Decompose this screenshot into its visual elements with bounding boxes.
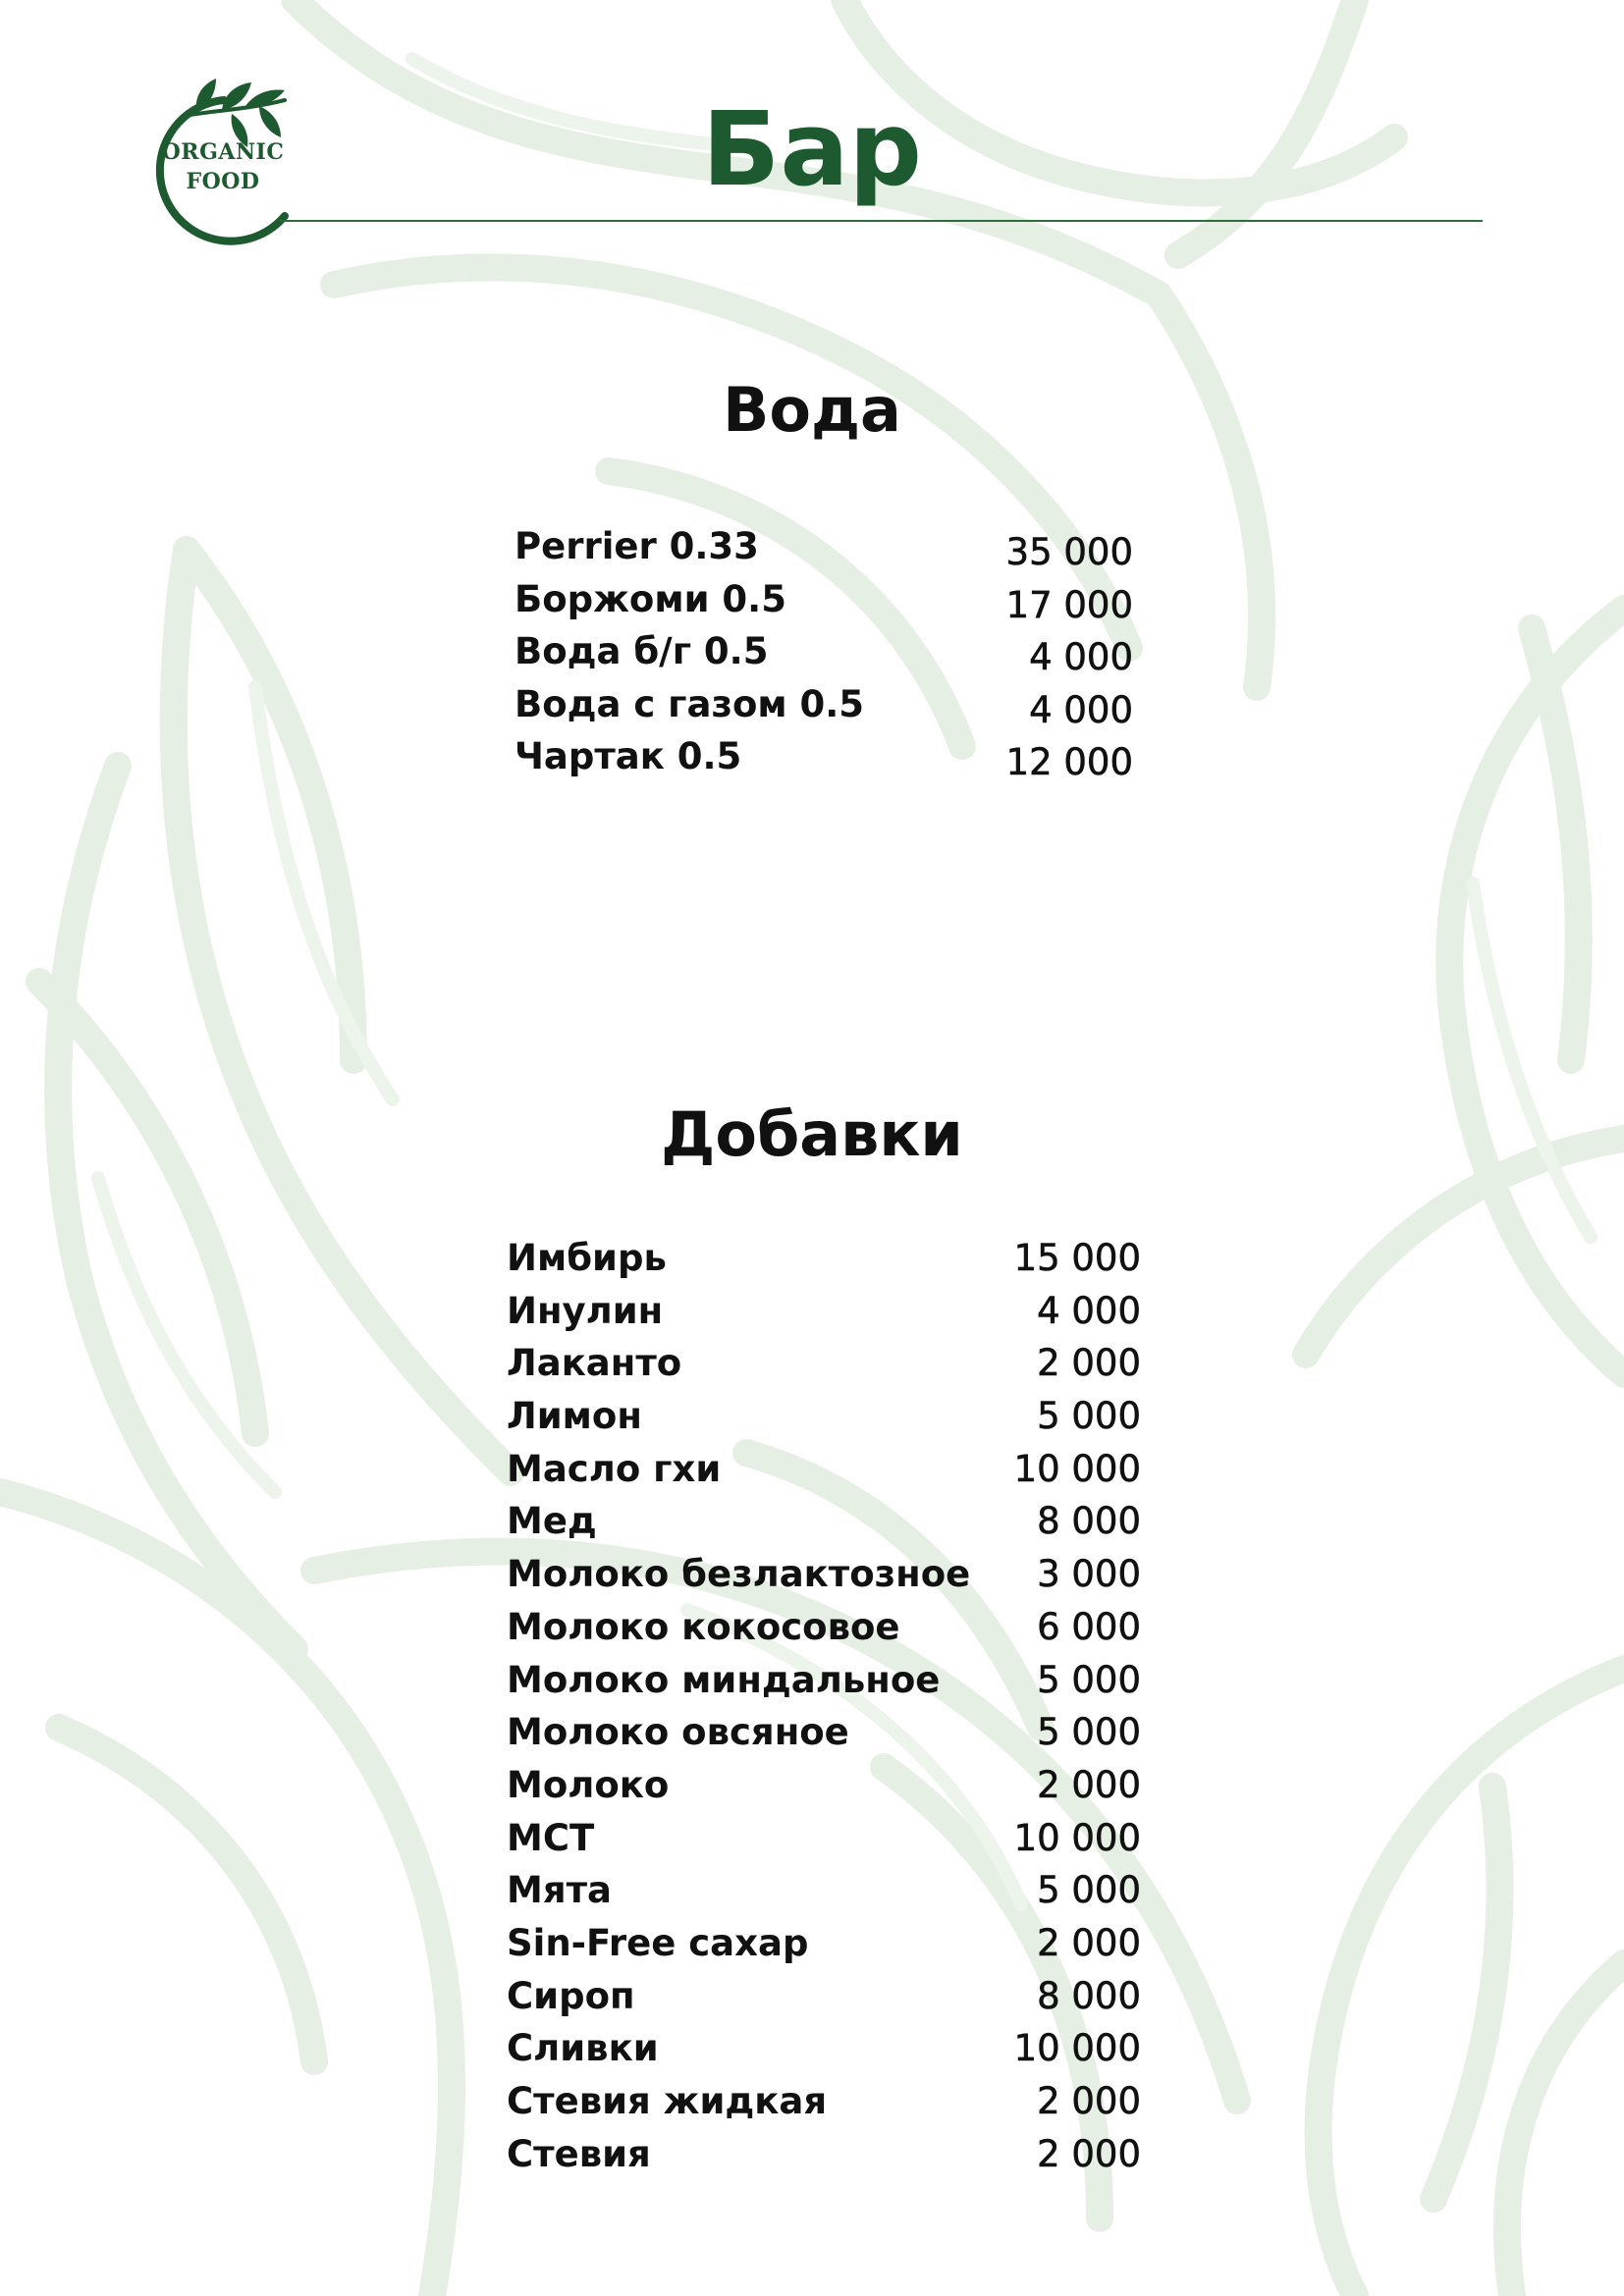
item-name: Лаканто	[507, 1342, 682, 1385]
item-price: 2 000	[1037, 2080, 1141, 2122]
item-name: Инулин	[507, 1289, 664, 1332]
item-price: 2 000	[1037, 1921, 1141, 1964]
menu-item	[507, 1601, 1141, 1654]
item-name: Мед	[507, 1500, 597, 1543]
item-name: Perrier 0.33	[514, 525, 759, 567]
item-name: Молоко кокосовое	[507, 1605, 900, 1648]
item-price: 2 000	[1037, 2132, 1141, 2175]
item-price: 4 000	[1037, 1289, 1141, 1332]
item-price: 5 000	[1037, 1869, 1141, 1912]
menu-item	[507, 1970, 1141, 2023]
header-divider	[280, 220, 1483, 222]
menu-item	[514, 730, 1133, 783]
item-price: 6 000	[1037, 1605, 1141, 1648]
item-name: Чартак 0.5	[514, 735, 742, 777]
item-price: 3 000	[1037, 1553, 1141, 1596]
menu-item	[507, 1337, 1141, 1390]
menu-item	[507, 1812, 1141, 1865]
item-name: Сироп	[507, 1974, 635, 2017]
menu-item	[507, 2128, 1141, 2181]
menu-item	[507, 1232, 1141, 1285]
item-price: 4 000	[1029, 688, 1133, 731]
item-name: Sin-Free сахар	[507, 1921, 809, 1964]
item-price: 15 000	[1013, 1237, 1141, 1279]
item-price: 2 000	[1037, 1763, 1141, 1806]
item-name: Лимон	[507, 1395, 642, 1438]
menu-item	[514, 573, 1133, 626]
item-name: Молоко миндальное	[507, 1658, 941, 1701]
logo-text-organic: ORGANIC	[161, 139, 285, 165]
menu-item	[507, 2075, 1141, 2128]
item-name: Молоко	[507, 1763, 670, 1806]
item-name: Стевия жидкая	[507, 2080, 828, 2122]
menu-item	[507, 1917, 1141, 1970]
item-name: Боржоми 0.5	[514, 577, 786, 620]
menu-item	[507, 1495, 1141, 1548]
item-price: 17 000	[1005, 583, 1133, 626]
menu-item	[514, 678, 1133, 731]
item-price: 5 000	[1037, 1658, 1141, 1701]
item-name: Масло гхи	[507, 1447, 722, 1490]
page-title: Бар	[702, 89, 922, 209]
item-name: Молоко овсяное	[507, 1711, 849, 1754]
item-price: 8 000	[1037, 1500, 1141, 1543]
menu-item	[507, 1285, 1141, 1338]
menu-item	[507, 1864, 1141, 1917]
item-name: Вода с газом 0.5	[514, 682, 865, 725]
item-price: 5 000	[1037, 1711, 1141, 1754]
item-name: Вода б/г 0.5	[514, 630, 769, 672]
item-name: Молоко безлактозное	[507, 1553, 971, 1596]
menu-item	[507, 1759, 1141, 1812]
item-price: 10 000	[1013, 2027, 1141, 2070]
logo-text-food: FOOD	[186, 169, 260, 194]
menu-item	[507, 2022, 1141, 2075]
item-price: 10 000	[1013, 1816, 1141, 1859]
menu-item	[507, 1443, 1141, 1496]
menu-item	[507, 1548, 1141, 1601]
item-name: Стевия	[507, 2132, 651, 2175]
menu-item	[514, 625, 1133, 678]
menu-item	[514, 520, 1133, 573]
water-menu-list	[514, 520, 1133, 783]
section-title-additives: Добавки	[661, 1098, 963, 1170]
item-price: 2 000	[1037, 1342, 1141, 1385]
item-price: 5 000	[1037, 1395, 1141, 1438]
item-price: 10 000	[1013, 1447, 1141, 1490]
item-name: Мята	[507, 1869, 612, 1912]
item-name: Сливки	[507, 2027, 659, 2070]
menu-item	[507, 1390, 1141, 1443]
additives-menu-list	[507, 1232, 1141, 2180]
item-name: Имбирь	[507, 1237, 667, 1279]
item-price: 12 000	[1005, 741, 1133, 783]
section-title-water: Вода	[723, 374, 901, 446]
item-price: 35 000	[1005, 531, 1133, 573]
item-price: 4 000	[1029, 636, 1133, 678]
item-price: 8 000	[1037, 1974, 1141, 2017]
menu-item	[507, 1654, 1141, 1707]
menu-item	[507, 1706, 1141, 1759]
item-name: МСТ	[507, 1816, 595, 1859]
